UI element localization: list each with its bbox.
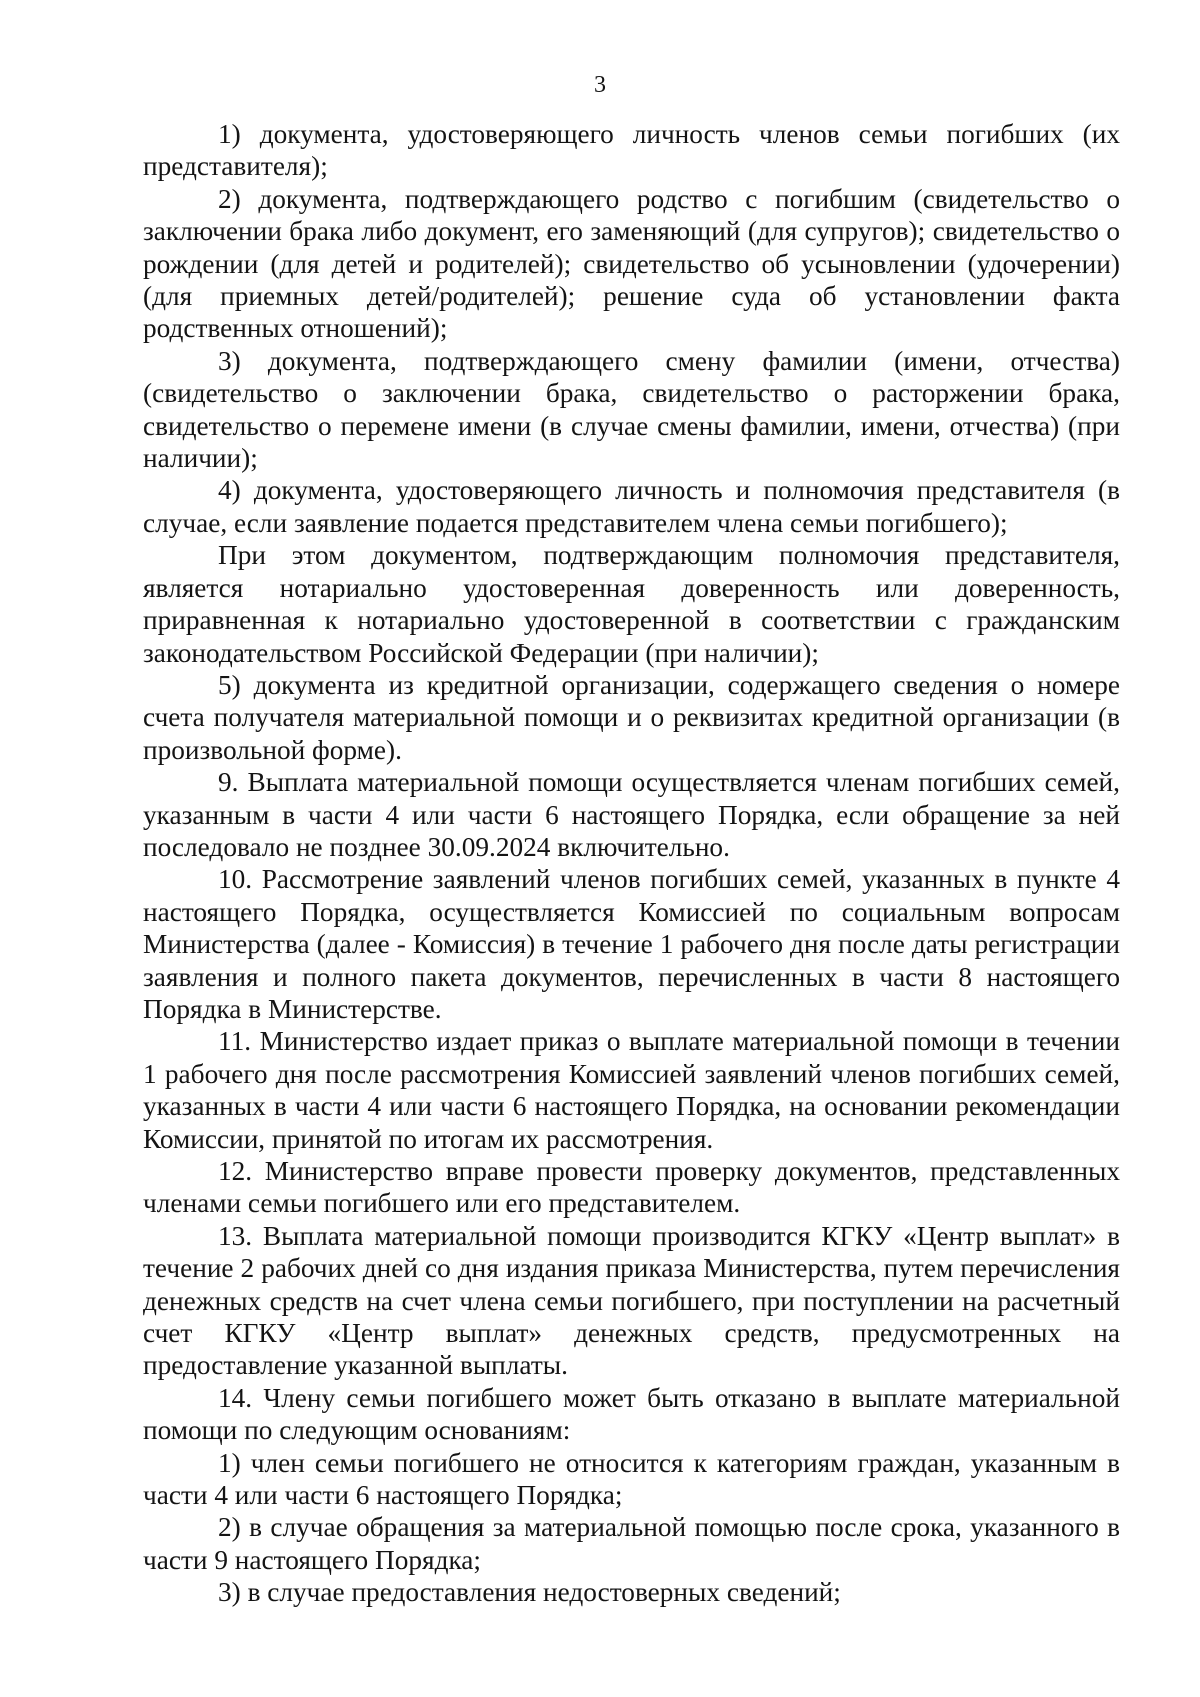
paragraph-document-name-change: 3) документа, подтверждающего смену фамилии (имени, отчества) (свидетельство о заключении брака, свидетельство о расторжении брака, свидетельство о перемене имени (в случае смены фамилии, имени, отчества) (при наличии); <box>143 345 1120 474</box>
paragraph-item-14: 14. Члену семьи погибшего может быть отказано в выплате материальной помощи по следующим основаниям: <box>143 1382 1120 1446</box>
paragraph-item-10: 10. Рассмотрение заявлений членов погибших семей, указанных в пункте 4 настоящего Порядка, осуществляется Комиссией по социальным вопросам Министерства (далее - Комиссия) в течение 1 рабочего дня после даты регистрации заявления и полного пакета документов, перечисленных в части 8 настоящего Порядка в Министерстве. <box>143 864 1120 1024</box>
paragraph-document-identity: 1) документа, удостоверяющего личность членов семьи погибших (их представителя); <box>143 119 1120 182</box>
paragraph-item-12: 12. Министерство вправе провести проверку документов, представленных членами семьи погибшего или его представителем. <box>143 1156 1120 1219</box>
paragraph-item-11: 11. Министерство издает приказ о выплате материальной помощи в течении 1 рабочего дня после рассмотрения Комиссией заявлений членов погибших семей, указанных в части 4 или части 6 настоящего Порядка, на основании рекомендации Комиссии, принятой по итогам их рассмотрения. <box>143 1026 1120 1154</box>
paragraph-item-13: 13. Выплата материальной помощи производится КГКУ «Центр выплат» в течение 2 рабочих дней со дня издания приказа Министерства, путем перечисления денежных средств на счет члена семьи погибшего, при поступлении на расчетный счет КГКУ «Центр выплат» денежных средств, предусмотренных на предоставление указанной выплаты. <box>143 1220 1120 1381</box>
paragraph-document-representative: 4) документа, удостоверяющего личность и полномочия представителя (в случае, если заявление подается представителем члена семьи погибшего); <box>143 475 1120 538</box>
paragraph-item-9: 9. Выплата материальной помощи осуществляется членам погибших семей, указанным в части 4 или части 6 настоящего Порядка, если обращение за ней последовало не позднее 30.09.2024 включительно. <box>143 767 1120 862</box>
paragraph-power-of-attorney: При этом документом, подтверждающим полномочия представителя, является нотариально удостоверенная доверенность или доверенность, приравненная к нотариально удостоверенной в соответствии с гражданским законодательством Российской Федерации (при наличии); <box>143 540 1120 668</box>
paragraph-refusal-reason-1: 1) член семьи погибшего не относится к категориям граждан, указанным в части 4 или части 6 настоящего Порядка; <box>143 1447 1120 1511</box>
paragraph-refusal-reason-3: 3) в случае предоставления недостоверных сведений; <box>218 1577 841 1608</box>
document-body <box>143 118 1120 1609</box>
paragraph-refusal-reason-2: 2) в случае обращения за материальной помощью после срока, указанного в части 9 настоящего Порядка; <box>143 1512 1120 1575</box>
paragraph-document-kinship: 2) документа, подтверждающего родство с погибшим (свидетельство о заключении брака либо документ, его заменяющий (для супругов); свидетельство о рождении (для детей и родителей); свидетельство об усыновлении (удочерении) (для приемных детей/родителей); решение суда об установлении факта родственных отношений); <box>143 183 1120 344</box>
paragraph-document-bank: 5) документа из кредитной организации, содержащего сведения о номере счета получателя материальной помощи и о реквизитах кредитной организации (в произвольной форме). <box>143 669 1120 765</box>
page-number: 3 <box>594 72 606 98</box>
